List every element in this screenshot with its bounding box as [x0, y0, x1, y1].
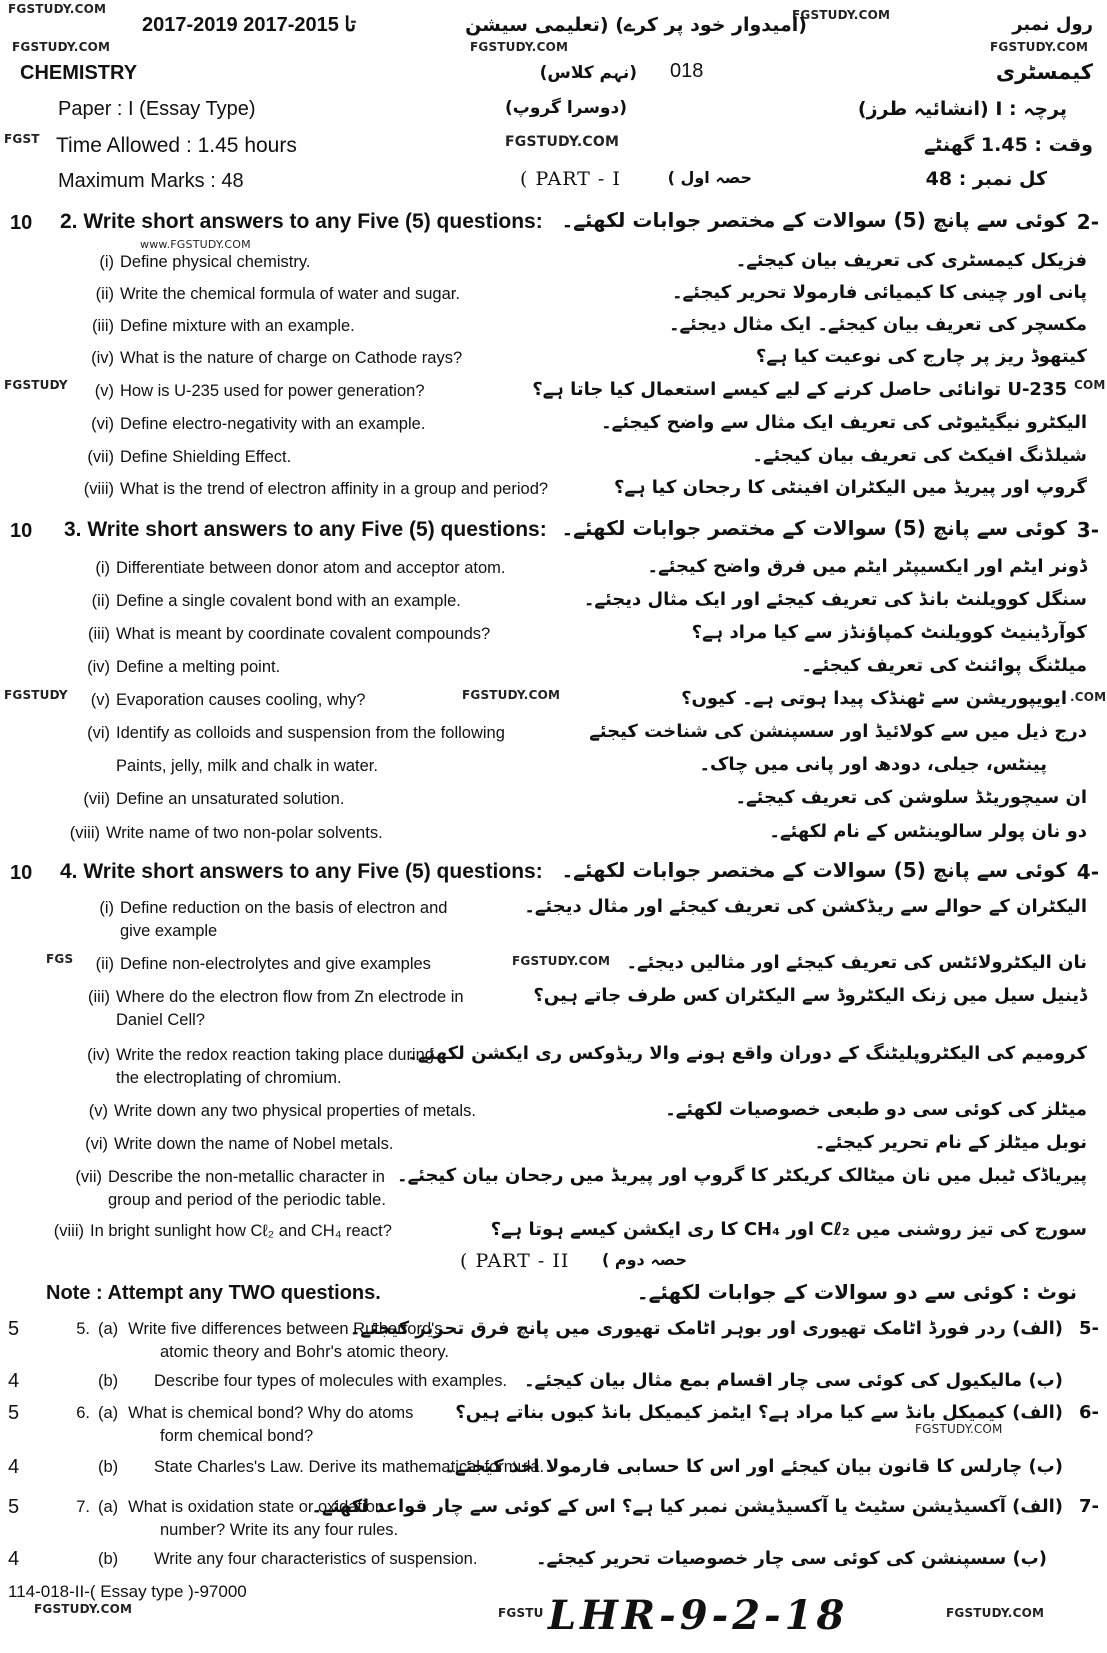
q6b-urdu: (ب) چارلس کا قانون بیان کیجئے اور اس کا حسابی فارمولا اخذ کیجئے۔ — [444, 1456, 1063, 1477]
watermark: FGSTUDY.COM — [462, 688, 561, 702]
part-two-label: ( PART - II — [460, 1250, 570, 1272]
q3-item-urdu: دو نان پولر سالوینٹس کے نام لکھئے۔ — [769, 821, 1087, 842]
q4-item-urdu: ڈینیل سیل میں زنک الیکٹروڈ سے الیکٹران کس طرف جاتے ہیں؟ — [533, 985, 1087, 1006]
q5-number-urdu: -5 — [1078, 1318, 1099, 1339]
q3-item-urdu: ایویپوریشن سے ٹھنڈک پیدا ہوتی ہے۔ کیوں؟ — [681, 688, 1067, 709]
paper-code-footer: 114-018-II-( Essay type )-97000 — [8, 1582, 247, 1601]
q4-item-urdu: میٹلز کی کوئی سی دو طبعی خصوصیات لکھئے۔ — [665, 1099, 1087, 1120]
class-urdu: (نہم کلاس) — [539, 63, 637, 83]
q5b: (b) Describe four types of molecules with examples. — [98, 1372, 508, 1390]
note: Note : Attempt any TWO questions. — [46, 1282, 381, 1304]
watermark: FGSTUDY.COM — [512, 954, 611, 968]
q4-item: (ii) Define non-electrolytes and give examples — [95, 955, 431, 973]
watermark: FGSTUDY — [4, 688, 68, 702]
q3-heading: 3. Write short answers to any Five (5) questions: — [64, 518, 547, 541]
q3-number-urdu: -3 — [1076, 518, 1099, 542]
q2-heading-urdu: کوئی سے پانچ (5) سوالات کے مختصر جوابات لکھئے۔ — [561, 208, 1067, 232]
q3-item: (vii) Define an unsaturated solution. — [83, 790, 345, 808]
q4-item: (iv) Write the redox reaction taking place during the electroplating of chromium. — [87, 1046, 434, 1087]
watermark: FGST — [4, 132, 40, 146]
q7a-marks: 5 — [8, 1496, 20, 1518]
watermark: FGSTUDY.COM — [34, 1602, 133, 1616]
q6a: 6. (a) What is chemical bond? Why do atoms form chemical bond? — [76, 1404, 414, 1445]
q3-item-urdu: ان سیچوریٹڈ سلوشن کی تعریف کیجئے۔ — [735, 787, 1087, 808]
watermark: FGSTUDY.COM — [990, 40, 1089, 54]
q2-item-urdu: کیتھوڈ ریز پر چارج کی نوعیت کیا ہے؟ — [755, 346, 1087, 367]
q4-heading: 4. Write short answers to any Five (5) questions: — [60, 860, 543, 883]
q2-heading: 2. Write short answers to any Five (5) questions: — [60, 210, 543, 233]
q3-marks: 10 — [10, 520, 33, 542]
q5b-marks: 4 — [8, 1370, 20, 1392]
q3-item-urdu: ڈونر ایٹم اور ایکسیپٹر ایٹم میں فرق واضح کیجئے۔ — [647, 556, 1087, 577]
time-allowed: Time Allowed : 1.45 hours — [56, 134, 297, 157]
part-one-urdu: حصہ اول ) — [667, 168, 752, 187]
q6a-urdu: (الف) کیمیکل بانڈ سے کیا مراد ہے؟ ایٹمز کیمیکل بانڈ کیوں بناتے ہیں؟ — [455, 1402, 1063, 1423]
q3-item: (viii) Write name of two non-polar solvents. — [69, 824, 383, 842]
q2-item-urdu: گروپ اور پیریڈ میں الیکٹران افینٹی کا رجحان کیا ہے؟ — [613, 477, 1087, 498]
q3-heading-urdu: کوئی سے پانچ (5) سوالات کے مختصر جوابات لکھئے۔ — [561, 516, 1067, 540]
watermark: .COM — [1070, 690, 1107, 704]
q6b: (b) State Charles's Law. Derive its mathematical formula. — [98, 1458, 545, 1476]
q5a: 5. (a) Write five differences between Rutherford's atomic theory and Bohr's atomic theory. — [76, 1320, 449, 1361]
q3-item: Paints, jelly, milk and chalk in water. — [116, 757, 378, 775]
q5a-marks: 5 — [8, 1318, 20, 1340]
watermark: FGSTUDY.COM — [8, 2, 107, 16]
watermark: FGSTUDY.COM — [505, 134, 620, 150]
q5b-urdu: (ب) مالیکیول کی کوئی سی چار اقسام بمع مثال بیان کیجئے۔ — [523, 1370, 1063, 1391]
q2-item-urdu: الیکٹرو نیگیٹیوٹی کی تعریف ایک مثال سے واضح کیجئے۔ — [601, 412, 1087, 433]
q4-item-urdu: الیکٹران کے حوالے سے ریڈکشن کی تعریف کیجئے اور مثال دیجئے۔ — [524, 896, 1087, 917]
q3-item-urdu: پینٹس، جیلی، دودھ اور پانی میں چاک۔ — [699, 754, 1047, 775]
watermark: FGSTU — [498, 1606, 544, 1620]
q3-item: (iii) What is meant by coordinate covalent compounds? — [88, 625, 491, 643]
q2-marks: 10 — [10, 212, 33, 234]
q2-item: (iii) Define mixture with an example. — [92, 317, 355, 335]
q4-item: (vii) Describe the non-metallic character in group and period of the periodic table. — [75, 1168, 386, 1209]
q3-item: (vi) Identify as colloids and suspension from the following — [87, 724, 505, 742]
session-years: 2017-2019 تا 2015-2017 — [142, 14, 357, 36]
subject-urdu: کیمسٹری — [995, 60, 1093, 84]
q4-item-urdu: سورج کی تیز روشنی میں Cℓ₂ اور CH₄ کا ری ایکشن کیسے ہوتا ہے؟ — [490, 1219, 1087, 1240]
q3-item-urdu: میلٹنگ پوائنٹ کی تعریف کیجئے۔ — [801, 655, 1087, 676]
q7a-urdu: (الف) آکسیڈیشن سٹیٹ یا آکسیڈیشن نمبر کیا ہے؟ اس کے کوئی سے چار قواعد لکھئے۔ — [311, 1496, 1063, 1517]
q2-item: (i) Define physical chemistry. — [99, 253, 311, 271]
part-two-urdu: حصہ دوم ) — [601, 1250, 687, 1269]
q2-item-urdu: پانی اور چینی کا کیمیائی فارمولا تحریر کیجئے۔ — [672, 282, 1087, 303]
q3-item: (i) Differentiate between donor atom and acceptor atom. — [95, 559, 506, 577]
q4-item-urdu: کرومیم کی الیکٹروپلیٹنگ کے دوران واقع ہونے والا ریڈوکس ری ایکشن لکھئے۔ — [407, 1043, 1087, 1064]
watermark: FGSTUDY.COM — [792, 8, 891, 22]
q5a-urdu: (الف) ردر فورڈ اٹامک تھیوری اور بوہر اٹامک تھیوری میں پانچ فرق تحریر کیجئے۔ — [349, 1318, 1063, 1339]
q2-item: (viii) What is the trend of electron affinity in a group and period? — [83, 480, 549, 498]
q6-number-urdu: -6 — [1078, 1402, 1099, 1423]
roll-no-label: رول نمبر — [1012, 14, 1093, 35]
session-urdu: (امیدوار خود پر کرے) (تعلیمی سیشن — [465, 14, 807, 36]
subject-english: CHEMISTRY — [20, 62, 138, 84]
q4-marks: 10 — [10, 862, 33, 884]
q2-item-urdu: مکسچر کی تعریف بیان کیجئے۔ ایک مثال دیجئے۔ — [668, 314, 1087, 335]
watermark: FGSTUDY.COM — [12, 40, 111, 54]
q3-item: (v) Evaporation causes cooling, why? — [90, 691, 366, 709]
q7-number-urdu: -7 — [1078, 1496, 1099, 1517]
q2-item: (v) How is U-235 used for power generation? — [94, 382, 425, 400]
q3-item: (iv) Define a melting point. — [87, 658, 281, 676]
q2-item-urdu: فزیکل کیمسٹری کی تعریف بیان کیجئے۔ — [735, 250, 1087, 271]
q7b-marks: 4 — [8, 1548, 20, 1570]
handwritten-date: LHR-9-2-18 — [548, 1592, 849, 1639]
q2-item: (iv) What is the nature of charge on Cathode rays? — [91, 349, 463, 367]
q2-item: (vi) Define electro-negativity with an example. — [91, 415, 426, 433]
q7b: (b) Write any four characteristics of suspension. — [98, 1550, 478, 1568]
q3-item: (ii) Define a single covalent bond with an example. — [91, 592, 461, 610]
q7a: 7. (a) What is oxidation state or oxidation number? Write its any four rules. — [76, 1498, 399, 1539]
q4-item: (vi) Write down the name of Nobel metals. — [85, 1135, 394, 1153]
q4-item: (v) Write down any two physical properties of metals. — [88, 1102, 476, 1120]
watermark: FGSTUDY.COM — [915, 1422, 1003, 1436]
q6a-marks: 5 — [8, 1402, 20, 1424]
maximum-marks: Maximum Marks : 48 — [58, 170, 244, 192]
marks-urdu: کل نمبر : 48 — [925, 168, 1047, 190]
time-urdu: وقت : 1.45 گھنٹے — [924, 134, 1093, 156]
q4-item: (i) Define reduction on the basis of electron and give example — [99, 899, 448, 940]
paper-urdu: پرچہ : I (انشائیہ طرز) — [857, 98, 1067, 120]
note-urdu: نوٹ : کوئی سے دو سوالات کے جوابات لکھئے۔ — [636, 1280, 1077, 1304]
watermark: FGS — [46, 952, 74, 966]
q4-item: (viii) In bright sunlight how Cℓ₂ and CH₄ react? — [53, 1222, 392, 1240]
q4-number-urdu: -4 — [1076, 860, 1099, 884]
q4-item-urdu: نوبل میٹلز کے نام تحریر کیجئے۔ — [814, 1132, 1087, 1153]
q3-item-urdu: سنگل کوویلنٹ بانڈ کی تعریف کیجئے اور ایک مثال دیجئے۔ — [583, 589, 1087, 610]
q3-item-urdu: کوآرڈینیٹ کوویلنٹ کمپاؤنڈز سے کیا مراد ہے؟ — [691, 622, 1087, 643]
paper-code: 018 — [670, 60, 704, 82]
watermark: FGSTUDY.COM — [470, 40, 569, 54]
q2-item: (vii) Define Shielding Effect. — [87, 448, 292, 466]
q7b-urdu: (ب) سسپنشن کی کوئی سی چار خصوصیات تحریر کیجئے۔ — [535, 1548, 1047, 1569]
q4-heading-urdu: کوئی سے پانچ (5) سوالات کے مختصر جوابات لکھئے۔ — [561, 858, 1067, 882]
part-one-label: ( PART - I — [520, 168, 621, 190]
watermark: FGSTUDY.COM — [946, 1606, 1045, 1620]
q2-item-urdu: شیلڈنگ افیکٹ کی تعریف بیان کیجئے۔ — [752, 445, 1087, 466]
q2-item: (ii) Write the chemical formula of water and sugar. — [95, 285, 460, 303]
q2-number-urdu: -2 — [1076, 210, 1099, 234]
q4-item: (iii) Where do the electron flow from Zn electrode in Daniel Cell? — [88, 988, 464, 1029]
q4-item-urdu: پیریاڈک ٹیبل میں نان میٹالک کریکٹر کا گروپ اور پیریڈ میں رجحان بیان کیجئے۔ — [397, 1165, 1087, 1186]
q2-item-urdu: U-235 توانائی حاصل کرنے کے لیے کیسے استعمال کیا جاتا ہے؟ — [532, 379, 1067, 400]
watermark: COM — [1074, 378, 1106, 392]
q3-item-urdu: درج ذیل میں سے کولائیڈ اور سسپنشن کی شناخت کیجئے — [589, 721, 1087, 742]
watermark: FGSTUDY — [4, 378, 68, 392]
q6b-marks: 4 — [8, 1456, 20, 1478]
paper-english: Paper : I (Essay Type) — [58, 98, 256, 120]
q4-item-urdu: نان الیکٹرولائٹس کی تعریف کیجئے اور مثالیں دیجئے۔ — [626, 952, 1087, 973]
watermark: www.FGSTUDY.COM — [140, 238, 251, 251]
group-urdu: (دوسرا گروپ) — [505, 98, 627, 118]
